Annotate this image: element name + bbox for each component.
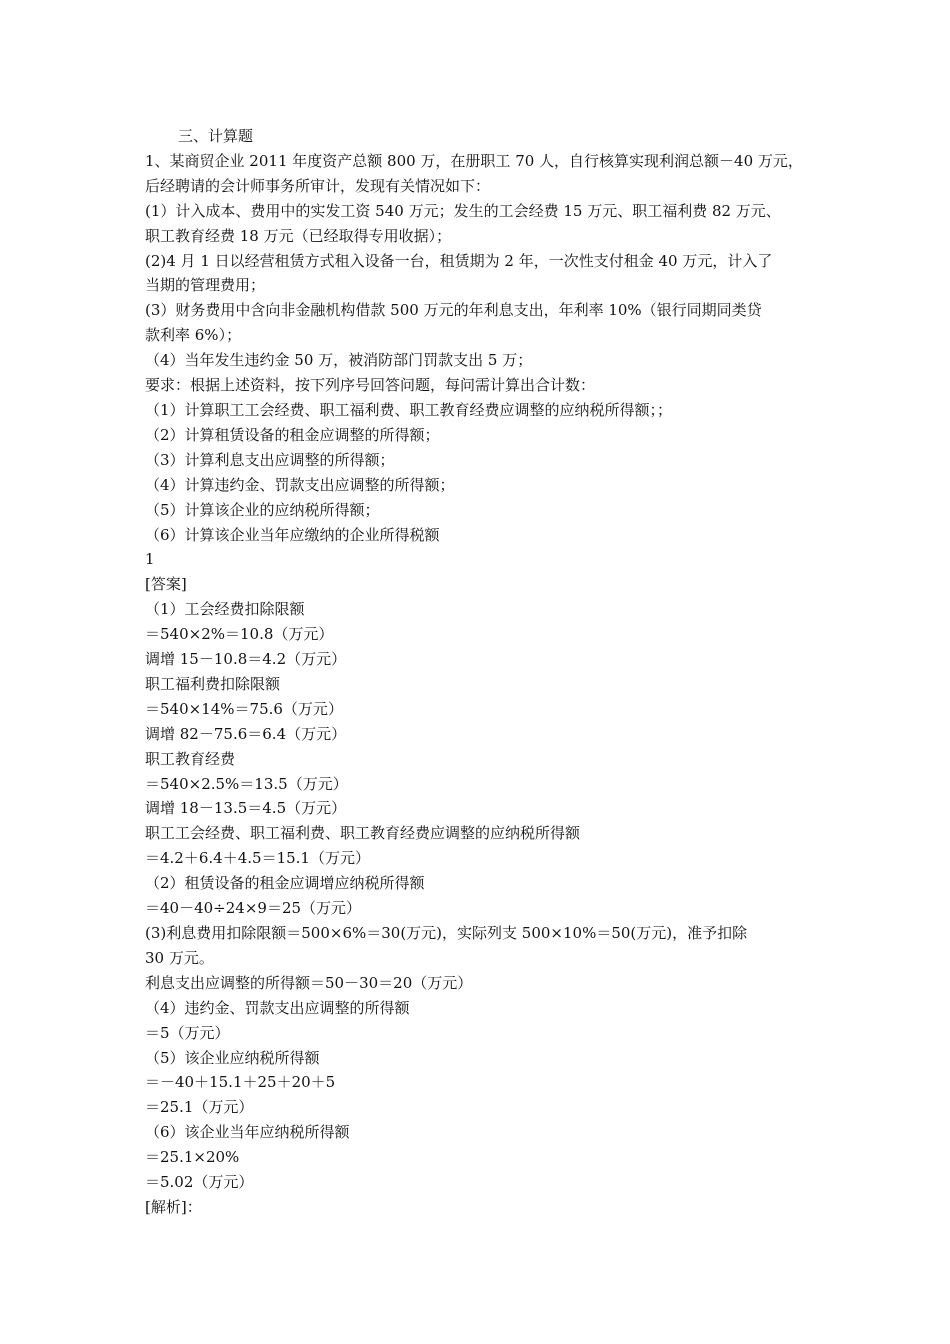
- document-body: [145, 124, 825, 1220]
- question-line: 1、某商贸企业 2011 年度资产总额 800 万，在册职工 70 人，自行核算实现利润总额－40 万元，: [145, 151, 803, 170]
- answer-line: 利息支出应调整的所得额＝50－30＝20（万元）: [145, 973, 473, 992]
- answer-line: ＝25.1（万元）: [145, 1098, 254, 1117]
- answer-line: ＝25.1×20%: [145, 1148, 240, 1167]
- answer-line: （2）租赁设备的租金应调增应纳税所得额: [145, 874, 425, 893]
- answer-line: ＝540×14%＝75.6（万元）: [145, 699, 343, 718]
- answer-line: ＝5（万元）: [145, 1023, 230, 1042]
- requirement-line: （1）计算职工工会经费、职工福利费、职工教育经费应调整的应纳税所得额；；: [145, 400, 673, 419]
- requirement-line: （5）计算该企业的应纳税所得额；: [145, 500, 380, 519]
- answer-line: (3)利息费用扣除限额＝500×6%＝30(万元)，实际列支 500×10%＝50(万元)，准予扣除: [145, 924, 748, 942]
- answer-line: 调增 15－10.8＝4.2（万元）: [145, 650, 347, 669]
- question-line: 款利率 6%）；: [145, 326, 242, 345]
- requirement-line: （3）计算利息支出应调整的所得额；: [145, 450, 395, 469]
- requirement-line: （6）计算该企业当年应缴纳的企业所得税额: [145, 525, 440, 544]
- answer-line: 职工教育经费: [145, 749, 236, 768]
- answer-line: 30 万元。: [145, 948, 214, 967]
- question-line: （4）当年发生违约金 50 万，被消防部门罚款支出 5 万；: [145, 351, 533, 370]
- answer-line: ＝540×2.5%＝13.5（万元）: [145, 774, 348, 793]
- question-line: 当期的管理费用；: [145, 276, 266, 295]
- question-line: (2)4 月 1 日以经营租赁方式租入设备一台，租赁期为 2 年，一次性支付租金 40 万元，计入了: [145, 251, 773, 270]
- answer-line: （5）该企业应纳税所得额: [145, 1048, 320, 1067]
- answer-line: 职工工会经费、职工福利费、职工教育经费应调整的应纳税所得额: [145, 824, 581, 843]
- answer-line: 职工福利费扣除限额: [145, 674, 281, 693]
- answer-line: ＝540×2%＝10.8（万元）: [145, 625, 334, 644]
- question-line: (3）财务费用中含向非金融机构借款 500 万元的年利息支出，年利率 10%（银行同期同类贷: [145, 301, 762, 320]
- answer-line: ＝40－40÷24×9＝25（万元）: [145, 899, 362, 918]
- question-line: 后经聘请的会计师事务所审计，发现有关情况如下：: [145, 176, 491, 195]
- analysis-label: [解析]：: [145, 1197, 202, 1216]
- question-line: (1）计入成本、费用中的实发工资 540 万元；发生的工会经费 15 万元、职工福利费 82 万元、: [145, 201, 781, 220]
- requirement-line: （2）计算租赁设备的租金应调整的所得额；: [145, 425, 440, 444]
- answer-line: （6）该企业当年应纳税所得额: [145, 1123, 350, 1142]
- answer-line: （4）违约金、罚款支出应调整的所得额: [145, 998, 410, 1017]
- requirement-line: （4）计算违约金、罚款支出应调整的所得额；: [145, 475, 455, 494]
- answer-label: [答案]: [145, 575, 187, 594]
- answer-line: 调增 18－13.5＝4.5（万元）: [145, 799, 347, 818]
- answer-line: （1）工会经费扣除限额: [145, 600, 305, 619]
- requirement-line: 要求：根据上述资料，按下列序号回答问题，每问需计算出合计数：: [145, 376, 596, 395]
- answer-line: 调增 82－75.6＝6.4（万元）: [145, 724, 347, 743]
- answer-line: ＝4.2＋6.4＋4.5＝15.1（万元）: [145, 849, 370, 868]
- section-heading: 三、计算题: [178, 127, 254, 145]
- question-line: 职工教育经费 18 万元（已经取得专用收据）；: [145, 226, 452, 245]
- page-number: 1: [145, 550, 155, 569]
- answer-line: ＝5.02（万元）: [145, 1173, 254, 1192]
- answer-line: ＝－40＋15.1＋25＋20＋5: [145, 1073, 336, 1092]
